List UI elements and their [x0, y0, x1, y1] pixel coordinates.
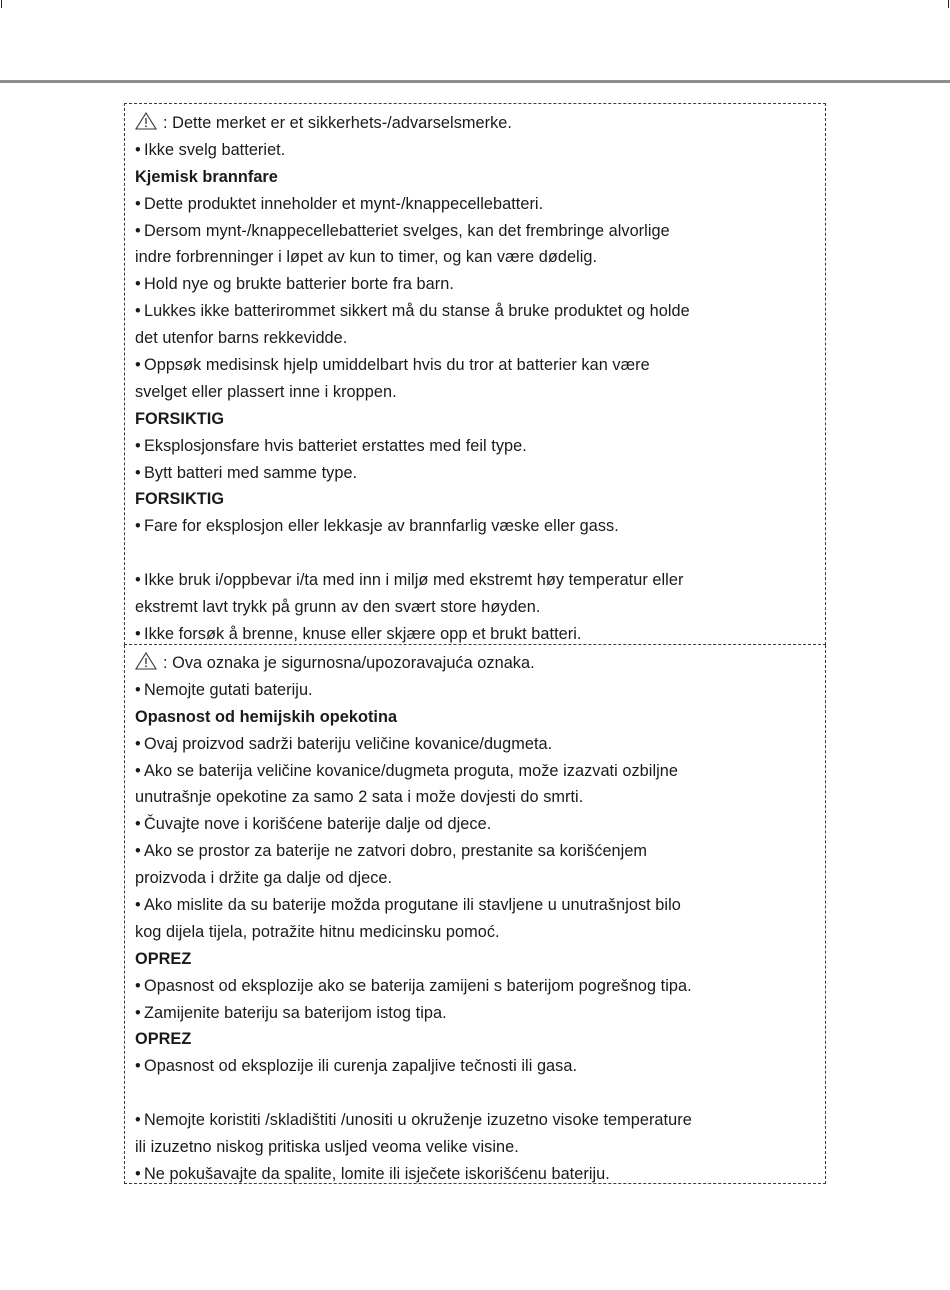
- crop-mark-right: [948, 0, 949, 8]
- list-item: [135, 298, 815, 325]
- environment-continuation: ekstremt lavt trykk på grunn av den svært store høyden.: [135, 598, 541, 617]
- keep-away-text: Čuvajte nove i korišćene baterije dalje od djece.: [144, 815, 492, 834]
- list-item: [135, 1107, 815, 1134]
- header-rule: [0, 80, 950, 83]
- bullet: •: [135, 976, 141, 995]
- bullet: •: [135, 842, 141, 861]
- symbol-note-text: : Dette merket er et sikkerhets-/advarselsmerke.: [163, 114, 512, 132]
- bullet: •: [135, 275, 141, 294]
- bullet: •: [135, 436, 141, 455]
- list-item: [135, 460, 815, 487]
- environment-text: Nemojte koristiti /skladištiti /unositi u okruženje izuzetno visoke temperature: [144, 1111, 692, 1130]
- list-item: [135, 677, 815, 704]
- bullet: •: [135, 1164, 141, 1183]
- bullet: •: [135, 140, 141, 159]
- heading-chemical-burn: Kjemisk brannfare: [135, 167, 278, 186]
- bullet: •: [135, 194, 141, 213]
- safety-section-norwegian: [124, 103, 826, 645]
- bullet: •: [135, 302, 141, 321]
- swallow-warning-text: Ako se baterija veličine kovanice/dugmeta proguta, može izazvati ozbiljne: [144, 761, 678, 780]
- bullet: •: [135, 221, 141, 240]
- bullet: •: [135, 1003, 141, 1022]
- blank-line: [135, 540, 815, 567]
- dont-swallow-text: Ikke svelg batteriet.: [144, 140, 286, 159]
- medical-help-continuation: kog dijela tijela, potražite hitnu medicinsku pomoć.: [135, 922, 500, 941]
- list-item: [135, 191, 815, 218]
- dont-swallow-text: Nemojte gutati bateriju.: [144, 680, 313, 699]
- list-item: [135, 758, 815, 785]
- explosion-replace-text: Eksplosjonsfare hvis batteriet erstattes med feil type.: [144, 436, 527, 455]
- heading-caution: FORSIKTIG: [135, 409, 225, 428]
- list-item: [135, 271, 815, 298]
- explosion-leak-text: Fare for eksplosjon eller lekkasje av brannfarlig væske eller gass.: [144, 517, 619, 536]
- environment-text: Ikke bruk i/oppbevar i/ta med inn i miljø med ekstremt høy temperatur eller: [144, 571, 684, 590]
- blank-line: [135, 1080, 815, 1107]
- contains-battery-text: Dette produktet inneholder et mynt-/knappecellebatteri.: [144, 194, 544, 213]
- medical-help-text: Oppsøk medisinsk hjelp umiddelbart hvis du tror at batterier kan være: [144, 356, 650, 375]
- replace-same-text: Bytt batteri med samme type.: [144, 463, 358, 482]
- symbol-note-line: [135, 110, 815, 137]
- bullet: •: [135, 734, 141, 753]
- heading-caution: OPREZ: [135, 1030, 192, 1049]
- swallow-warning-text: Dersom mynt-/knappecellebatteriet svelges, kan det frembringe alvorlige: [144, 221, 670, 240]
- bullet: •: [135, 896, 141, 915]
- list-item: [135, 731, 815, 758]
- compartment-text: Lukkes ikke batterirommet sikkert må du stanse å bruke produktet og holde: [144, 302, 690, 321]
- no-burn-text: Ikke forsøk å brenne, knuse eller skjære opp et brukt batteri.: [144, 624, 582, 643]
- warning-triangle-icon: [135, 652, 157, 670]
- no-burn-text: Ne pokušavajte da spalite, lomite ili isječete iskorišćenu bateriju.: [144, 1164, 610, 1183]
- explosion-replace-text: Opasnost od eksplozije ako se baterija zamijeni s baterijom pogrešnog tipa.: [144, 976, 692, 995]
- list-item: [135, 218, 815, 245]
- symbol-note-line: [135, 650, 815, 677]
- contains-battery-text: Ovaj proizvod sadrži bateriju veličine kovanice/dugmeta.: [144, 734, 553, 753]
- explosion-leak-text: Opasnost od eksplozije ili curenja zapaljive tečnosti ili gasa.: [144, 1057, 578, 1076]
- bullet: •: [135, 463, 141, 482]
- swallow-warning-continuation: indre forbrenninger i løpet av kun to timer, og kan være dødelig.: [135, 248, 598, 267]
- list-item: [135, 1161, 815, 1188]
- bullet: •: [135, 1057, 141, 1076]
- list-item: [135, 973, 815, 1000]
- keep-away-text: Hold nye og brukte batterier borte fra barn.: [144, 275, 454, 294]
- medical-help-continuation: svelget eller plassert inne i kroppen.: [135, 382, 397, 401]
- list-item: [135, 352, 815, 379]
- list-item: [135, 433, 815, 460]
- bullet: •: [135, 680, 141, 699]
- symbol-note-text: : Ova oznaka je sigurnosna/upozoravajuća oznaka.: [163, 654, 535, 672]
- list-item: [135, 621, 815, 648]
- bullet: •: [135, 356, 141, 375]
- heading-caution: OPREZ: [135, 949, 192, 968]
- compartment-continuation: proizvoda i držite ga dalje od djece.: [135, 869, 393, 888]
- list-item: [135, 838, 815, 865]
- bullet: •: [135, 815, 141, 834]
- bullet: •: [135, 761, 141, 780]
- warning-triangle-icon: [135, 112, 157, 130]
- environment-continuation: ili izuzetno niskog pritiska usljed veoma velike visine.: [135, 1138, 519, 1157]
- compartment-text: Ako se prostor za baterije ne zatvori dobro, prestanite sa korišćenjem: [144, 842, 648, 861]
- medical-help-text: Ako mislite da su baterije možda progutane ili stavljene u unutrašnjost bilo: [144, 896, 681, 915]
- list-item: [135, 1053, 815, 1080]
- list-item: [135, 1000, 815, 1027]
- bullet: •: [135, 624, 141, 643]
- swallow-warning-continuation: unutrašnje opekotine za samo 2 sata i može dovjesti do smrti.: [135, 788, 584, 807]
- replace-same-text: Zamijenite bateriju sa baterijom istog tipa.: [144, 1003, 447, 1022]
- list-item: [135, 567, 815, 594]
- heading-caution: FORSIKTIG: [135, 490, 225, 509]
- crop-mark-left: [1, 0, 2, 8]
- list-item: [135, 892, 815, 919]
- bullet: •: [135, 517, 141, 536]
- compartment-continuation: det utenfor barns rekkevidde.: [135, 329, 348, 348]
- list-item: [135, 513, 815, 540]
- bullet: •: [135, 571, 141, 590]
- bullet: •: [135, 1111, 141, 1130]
- list-item: [135, 811, 815, 838]
- safety-section-serbian: [124, 645, 826, 1184]
- list-item: [135, 137, 815, 164]
- heading-chemical-burn: Opasnost od hemijskih opekotina: [135, 707, 398, 726]
